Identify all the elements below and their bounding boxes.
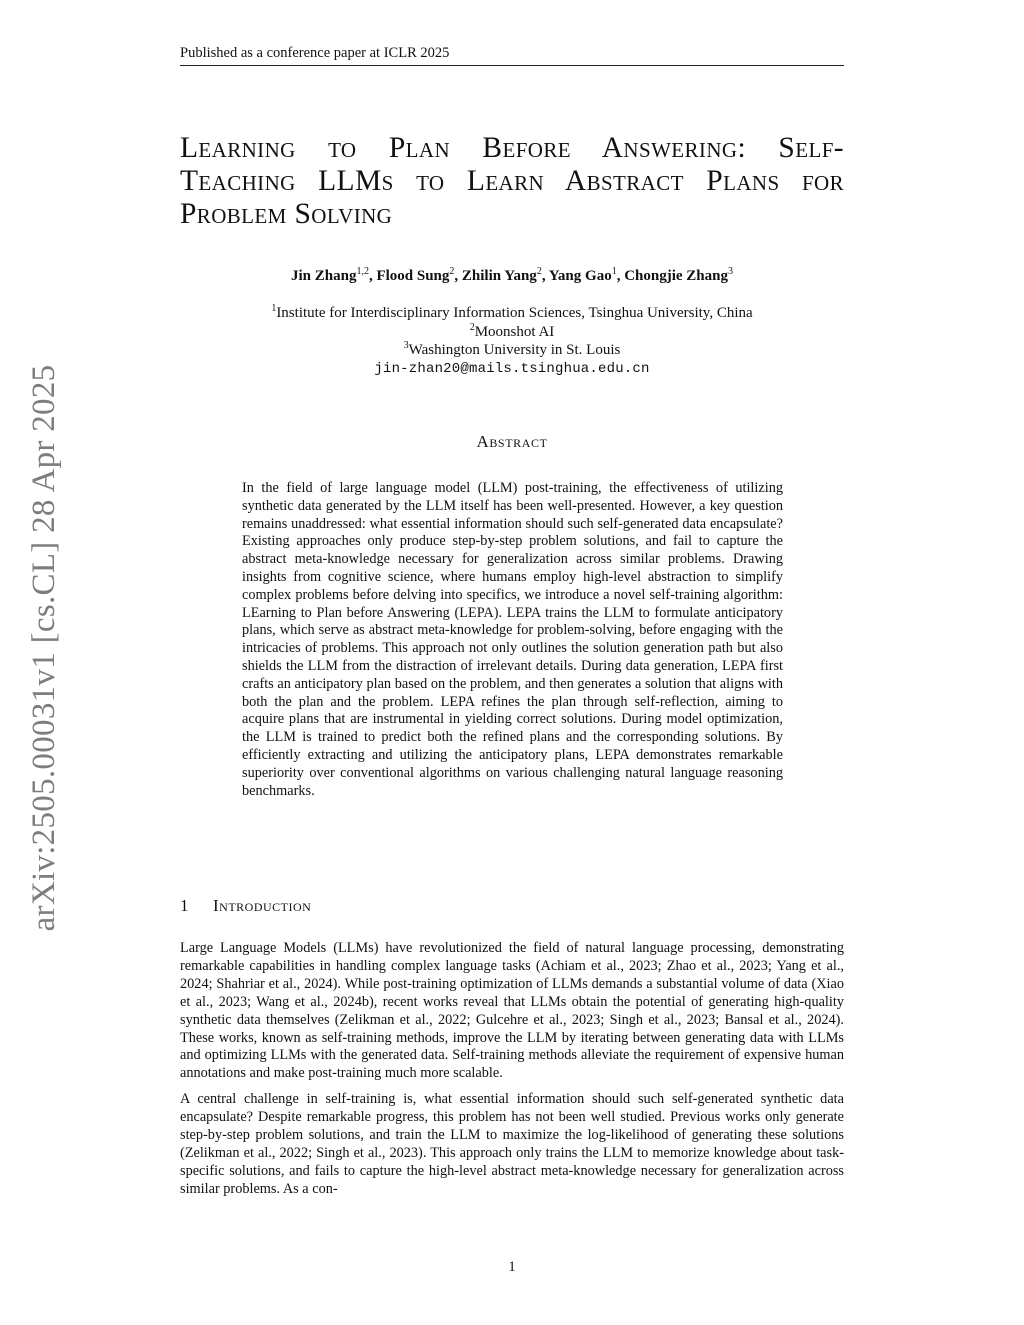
affiliation-line <box>180 341 844 360</box>
author <box>624 268 733 284</box>
author-separator: , <box>616 268 625 284</box>
author-list <box>180 266 844 286</box>
author <box>462 268 549 284</box>
running-head: Published as a conference paper at ICLR 2025 <box>180 44 844 66</box>
author-name: Zhilin Yang <box>461 268 537 284</box>
paragraph: A central challenge in self-training is, what essential information should such self-generated synthetic data encapsulate? Despite remarkable progress, this problem has not been well studied. Previous works only generate step-by-step problem solutions, and train the LLM to maximize the log-likelihood of generating these solutions (Zelikman et al., 2022; Singh et al., 2023). This approach only trains the LLM to memorize knowledge about task-specific solutions, and fails to capture the high-level abstract meta-knowledge necessary for generalization across similar problems. As a con- <box>180 1091 844 1197</box>
page-number: 1 <box>508 1259 516 1275</box>
author-name: Flood Sung <box>376 268 450 284</box>
paragraph: Large Language Models (LLMs) have revolutionized the field of natural language processing, demonstrating remarkable capabilities in handling complex language tasks (Achiam et al., 2023; Zhao et al., 2023; Yang et al., 2024; Shahriar et al., 2024). While post-training optimization of LLMs demands a substantial volume of data (Xiao et al., 2023; Wang et al., 2024b), recent works reveal that LLMs obtain the potential of generating high-quality synthetic data themselves (Zelikman et al., 2022; Gulcehre et al., 2023; Singh et al., 2023; Bansal et al., 2024). These works, known as self-training methods, improve the LLM by iterating between generating data with LLMs and optimizing LLMs with the generated data. Self-training methods alleviate the requirement of expensive human annotations and make post-training much more scalable. <box>180 940 844 1082</box>
affil-mark: 1 <box>271 303 277 314</box>
section-heading-introduction <box>180 896 844 916</box>
author-affil-mark: 2 <box>536 266 542 277</box>
title-line-3: Problem Solving <box>180 198 393 230</box>
section-title: Introduction <box>213 896 312 915</box>
title-line-1: Learning to Plan Before Answering: Self- <box>180 132 844 164</box>
author <box>291 268 376 284</box>
affiliation-line <box>180 323 844 342</box>
author-affil-mark: 1,2 <box>356 266 369 277</box>
paper-title <box>180 132 844 231</box>
affiliation-line <box>180 304 844 323</box>
affil-text: Washington University in St. Louis <box>408 342 621 358</box>
affil-mark: 2 <box>469 321 475 333</box>
author-email[interactable]: jin-zhan20@mails.tsinghua.edu.cn <box>374 360 650 377</box>
author-separator: , <box>454 268 462 284</box>
author <box>376 268 461 284</box>
arxiv-stamp[interactable]: arXiv:2505.00031v1 [cs.CL] 28 Apr 2025 <box>26 364 62 932</box>
affiliations <box>180 304 844 378</box>
author-separator: , <box>368 268 377 284</box>
author-separator: , <box>541 268 549 284</box>
affil-text: Institute for Interdisciplinary Information Sciences, Tsinghua University, China <box>276 305 753 321</box>
author-name: Jin Zhang <box>291 268 357 284</box>
introduction-body <box>180 940 844 1207</box>
author-affil-mark: 2 <box>449 266 455 277</box>
section-number: 1 <box>180 896 189 915</box>
author-name: Yang Gao <box>548 268 612 284</box>
affil-text: Moonshot AI <box>474 323 555 340</box>
author <box>549 268 624 284</box>
author-affil-mark: 1 <box>611 266 617 277</box>
affil-mark: 3 <box>403 340 409 351</box>
abstract-heading: Abstract <box>476 432 548 451</box>
abstract-text: In the field of large language model (LLM) post-training, the effectiveness of utilizing synthetic data generated by the LLM itself has been well-presented. However, a key question remains unaddressed: what essential information should such self-generated data encapsulate? Existing approaches only produce step-by-step problem solutions, and fail to capture the abstract meta-knowledge necessary for generalization across similar problems. Drawing insights from cognitive science, where humans employ high-level abstraction to simplify complex problems before delving into specifics, we introduce a novel self-training algorithm: LEarning to Plan before Answering (LEPA). LEPA trains the LLM to formulate anticipatory plans, which serve as abstract meta-knowledge for problem-solving, before engaging with the intricacies of problems. This approach not only outlines the solution generation path but also shields the LLM from the distraction of irrelevant details. During data generation, LEPA first crafts an anticipatory plan based on the problem, and then generates a solution that aligns with both the plan and the problem. LEPA refines the plan through self-reflection, aiming to acquire plans that are instrumental in yielding correct solutions. During model optimization, the LLM is trained to predict both the refined plans and the corresponding solutions. By efficiently extracting and utilizing the anticipatory plans, LEPA demonstrates remarkable superiority over conventional algorithms on various challenging natural language reasoning benchmarks. <box>242 480 783 799</box>
title-line-2: Teaching LLMs to Learn Abstract Plans for <box>180 165 844 197</box>
author-name: Chongjie Zhang <box>624 268 728 284</box>
author-affil-mark: 3 <box>727 266 733 277</box>
